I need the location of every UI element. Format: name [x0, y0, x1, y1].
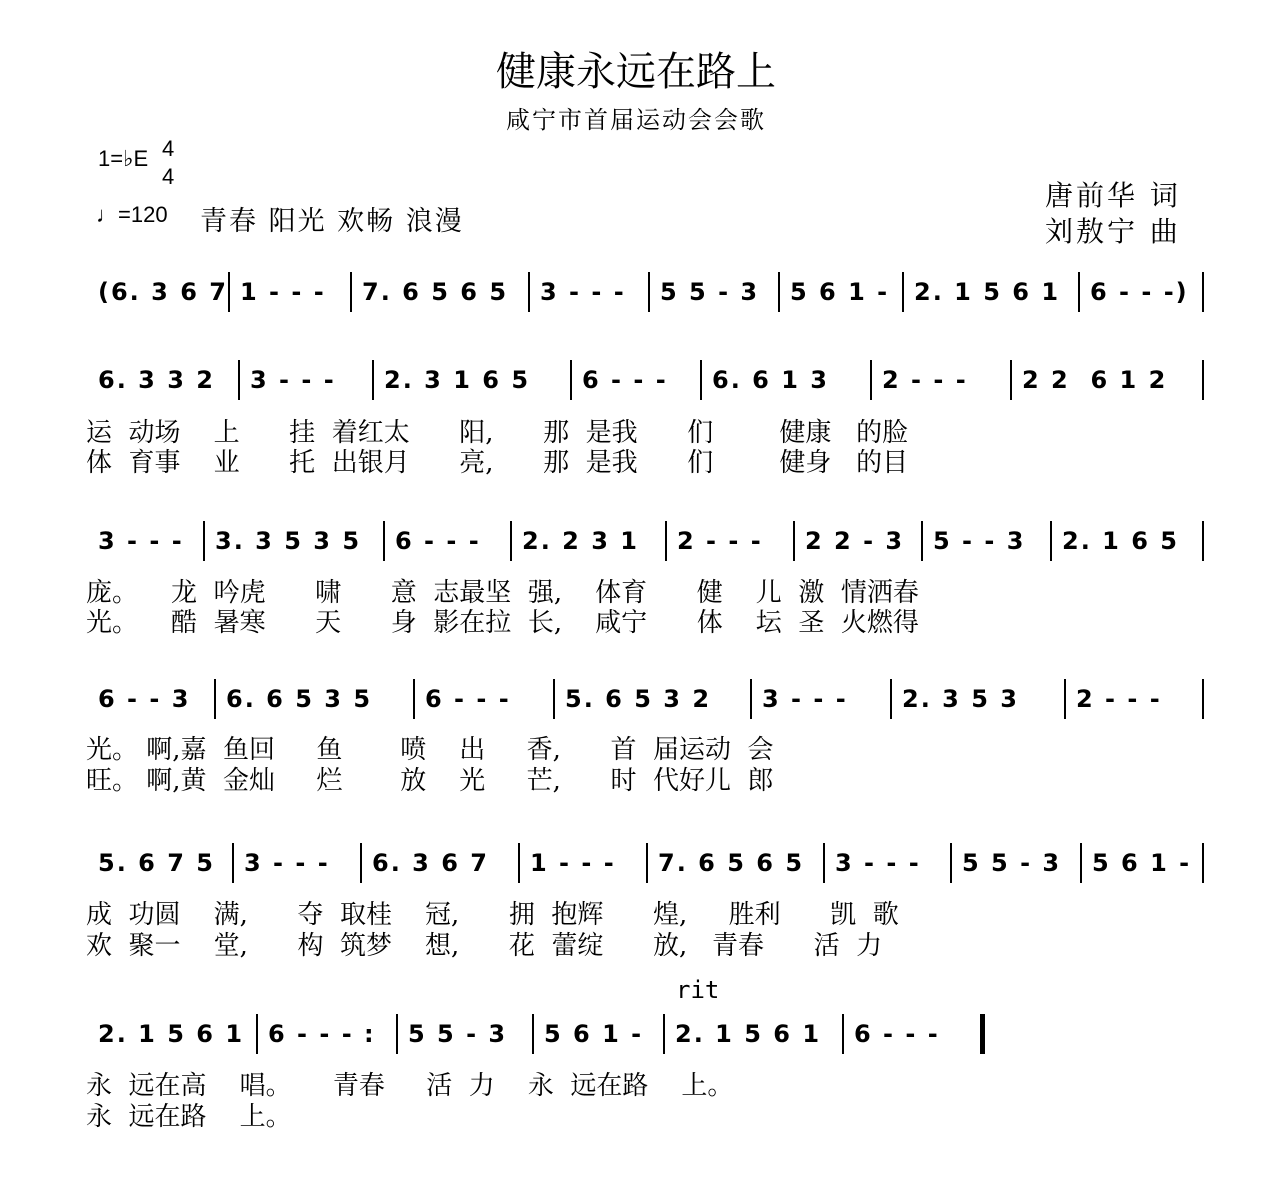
barline	[1202, 521, 1204, 561]
measure: 2. 3 5 3	[902, 685, 1019, 713]
barline	[870, 360, 872, 400]
measure: 2 - - -	[1076, 685, 1162, 713]
measure: 5. 6 7 5	[98, 849, 215, 877]
measure: 2 - - -	[677, 527, 763, 555]
measure: 5 6 1 -	[544, 1020, 644, 1048]
measure: 5 5 - 3	[660, 278, 760, 306]
lyric-line-verse-2: 永 远在路 上。	[86, 1102, 292, 1132]
barline	[228, 272, 230, 312]
barline	[1078, 272, 1080, 312]
lyric-line-verse-2: 光。 酷 暑寒 天 身 影在拉 长, 咸宁 体 坛 圣 火燃得	[86, 608, 919, 638]
barline	[648, 272, 650, 312]
barline	[203, 521, 205, 561]
time-signature-denominator: 4	[162, 164, 175, 189]
lyric-line-verse-2: 旺。 啊,黄 金灿 烂 放 光 芒, 时 代好儿 郎	[86, 766, 774, 796]
measure: 6 - - -	[425, 685, 511, 713]
song-subtitle: 咸宁市首届运动会会歌	[506, 106, 766, 134]
barline	[360, 843, 362, 883]
barline	[350, 272, 352, 312]
measure: 1 - - -	[530, 849, 616, 877]
barline	[396, 1014, 398, 1054]
measure: 6. 6 1 3	[712, 366, 829, 394]
measure: 2 - - -	[882, 366, 968, 394]
barline	[1080, 843, 1082, 883]
barline	[665, 521, 667, 561]
measure: 1 - - -	[240, 278, 326, 306]
score-system-3	[0, 521, 1272, 561]
barline	[778, 272, 780, 312]
measure: 6 - - -	[395, 527, 481, 555]
score-system-5	[0, 843, 1272, 883]
score-system-4	[0, 679, 1272, 719]
barline	[1010, 360, 1012, 400]
measure: 5 6 1 -	[1092, 849, 1192, 877]
measure: 3 - - -	[835, 849, 921, 877]
barline	[823, 843, 825, 883]
measure: 6 - - -	[582, 366, 668, 394]
measure: 6 - - -	[854, 1020, 940, 1048]
barline	[256, 1014, 258, 1054]
lyric-line-verse-1: 运 动场 上 挂 着红太 阳, 那 是我 们 健康 的脸	[86, 418, 909, 448]
measure: 5 - - 3	[933, 527, 1026, 555]
barline	[528, 272, 530, 312]
barline	[646, 843, 648, 883]
score-system-2	[0, 360, 1272, 400]
measure: 3 - - -	[98, 527, 184, 555]
lyricist-credit: 唐前华 词	[1045, 179, 1181, 212]
lyric-line-verse-2: 欢 聚一 堂, 构 筑梦 想, 花 蕾绽 放, 青春 活 力	[86, 931, 883, 961]
barline	[1202, 679, 1204, 719]
barline	[890, 679, 892, 719]
measure: 5. 6 5 3 2	[565, 685, 712, 713]
measure: 3 - - -	[250, 366, 336, 394]
measure: 3 - - -	[540, 278, 626, 306]
measure: 3. 3 5 3 5	[215, 527, 362, 555]
barline	[383, 521, 385, 561]
lyric-line-verse-2: 体 育事 业 托 出银月 亮, 那 是我 们 健身 的目	[86, 448, 909, 478]
barline	[950, 843, 952, 883]
measure: 2 2 - 3	[805, 527, 905, 555]
measure: 5 5 - 3	[962, 849, 1062, 877]
time-signature-numerator: 4	[162, 136, 175, 161]
barline	[553, 679, 555, 719]
measure: 5 6 1 -	[790, 278, 890, 306]
barline	[238, 360, 240, 400]
lyric-line-verse-1: 庞。 龙 吟虎 啸 意 志最坚 强, 体育 健 儿 激 情洒春	[86, 578, 919, 608]
final-barline	[980, 1014, 985, 1054]
measure: 6. 3 3 2	[98, 366, 215, 394]
barline	[413, 679, 415, 719]
lyric-line-verse-1: 成 功圆 满, 夺 取桂 冠, 拥 抱辉 煌, 胜利 凯 歌	[86, 900, 899, 930]
barline	[570, 360, 572, 400]
key-signature: 1=♭E	[98, 146, 149, 171]
measure: 7. 6 5 6 5	[362, 278, 509, 306]
barline	[700, 360, 702, 400]
barline	[1064, 679, 1066, 719]
measure: 2. 2 3 1	[522, 527, 639, 555]
barline	[518, 843, 520, 883]
measure: 2. 1 6 5	[1062, 527, 1179, 555]
measure: 2. 3 1 6 5	[384, 366, 531, 394]
barline	[793, 521, 795, 561]
measure: 2 2 6 1 2	[1022, 366, 1168, 394]
measure: 6 - - - :	[268, 1020, 376, 1048]
barline	[532, 1014, 534, 1054]
measure: (6. 3 6 7	[98, 278, 228, 306]
measure: 2. 1 5 6 1	[98, 1020, 245, 1048]
barline	[902, 272, 904, 312]
barline	[214, 679, 216, 719]
measure: 3 - - -	[762, 685, 848, 713]
measure: 3 - - -	[244, 849, 330, 877]
barline	[1202, 272, 1204, 312]
measure: 7. 6 5 6 5	[658, 849, 805, 877]
barline	[1050, 521, 1052, 561]
barline	[510, 521, 512, 561]
lyric-line-verse-1: 光。 啊,嘉 鱼回 鱼 喷 出 香, 首 届运动 会	[86, 735, 774, 765]
measure: 6 - - -)	[1090, 278, 1189, 306]
score-system-6	[0, 1014, 1272, 1054]
measure: 2. 1 5 6 1	[914, 278, 1061, 306]
barline	[842, 1014, 844, 1054]
expression-marking: 青春 阳光 欢畅 浪漫	[200, 206, 464, 237]
measure: 2. 1 5 6 1	[675, 1020, 822, 1048]
measure: 5 5 - 3	[408, 1020, 508, 1048]
barline	[663, 1014, 665, 1054]
tempo-marking: ♩=120	[96, 202, 168, 227]
song-title: 健康永远在路上	[496, 49, 776, 95]
barline	[1202, 843, 1204, 883]
score-system-1	[0, 272, 1272, 312]
barline	[372, 360, 374, 400]
barline	[921, 521, 923, 561]
measure: 6. 6 5 3 5	[226, 685, 373, 713]
composer-credit: 刘敖宁 曲	[1045, 215, 1181, 248]
lyric-line-verse-1: 永 远在高 唱。 青春 活 力 永 远在路 上。	[86, 1071, 734, 1101]
barline	[750, 679, 752, 719]
barline	[1202, 360, 1204, 400]
ritardando-marking: rit	[676, 976, 720, 1004]
measure: 6 - - 3	[98, 685, 191, 713]
barline	[232, 843, 234, 883]
measure: 6. 3 6 7	[372, 849, 489, 877]
